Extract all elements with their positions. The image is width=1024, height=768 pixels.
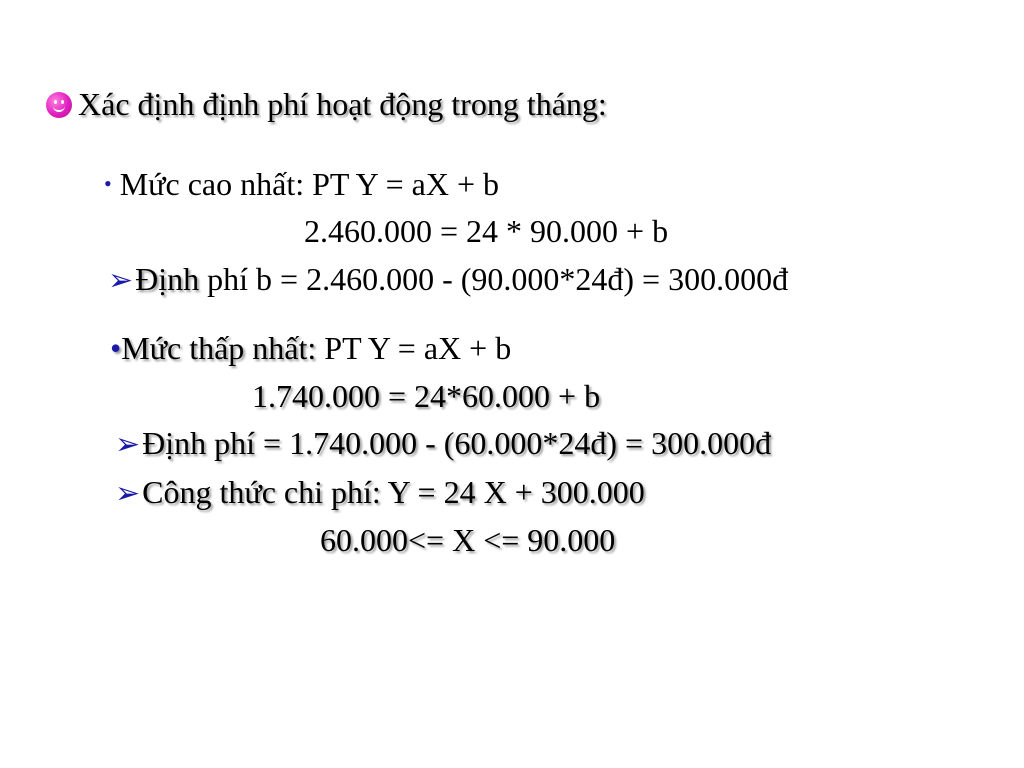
slide-title [46, 88, 607, 120]
low-result-text: Định phí = 1.740.000 - (60.000*24đ) = 300.000đ [142, 425, 772, 461]
bullet-icon: • [104, 171, 112, 196]
smiley-icon [46, 92, 72, 118]
low-heading-bold: Mức thấp nhất: [121, 330, 317, 366]
low-equation: 1.740.000 = 24*60.000 + b [252, 378, 601, 414]
low-heading-text: PT Y = aX + b [316, 330, 512, 366]
high-heading-text: Mức cao nhất: PT Y = aX + b [119, 166, 499, 202]
high-result-keyword: Định [135, 261, 200, 297]
slide-title-text: Xác định định phí hoạt động trong tháng: [78, 86, 607, 122]
high-result [108, 263, 788, 296]
arrow-bullet-icon: ➢ [108, 264, 134, 297]
high-result-text: phí b = 2.460.000 - (90.000*24đ) = 300.000đ [199, 261, 789, 297]
arrow-bullet-icon: ➢ [115, 477, 141, 510]
low-result [115, 427, 771, 460]
formula-range: 60.000<= X <= 90.000 [320, 522, 616, 558]
high-heading [104, 168, 499, 200]
formula-line [115, 476, 645, 509]
bullet-icon: • [110, 330, 122, 366]
high-equation: 2.460.000 = 24 * 90.000 + b [304, 213, 669, 249]
low-heading [110, 332, 511, 364]
arrow-bullet-icon: ➢ [115, 428, 141, 461]
formula-text: Công thức chi phí: Y = 24 X + 300.000 [142, 474, 645, 510]
